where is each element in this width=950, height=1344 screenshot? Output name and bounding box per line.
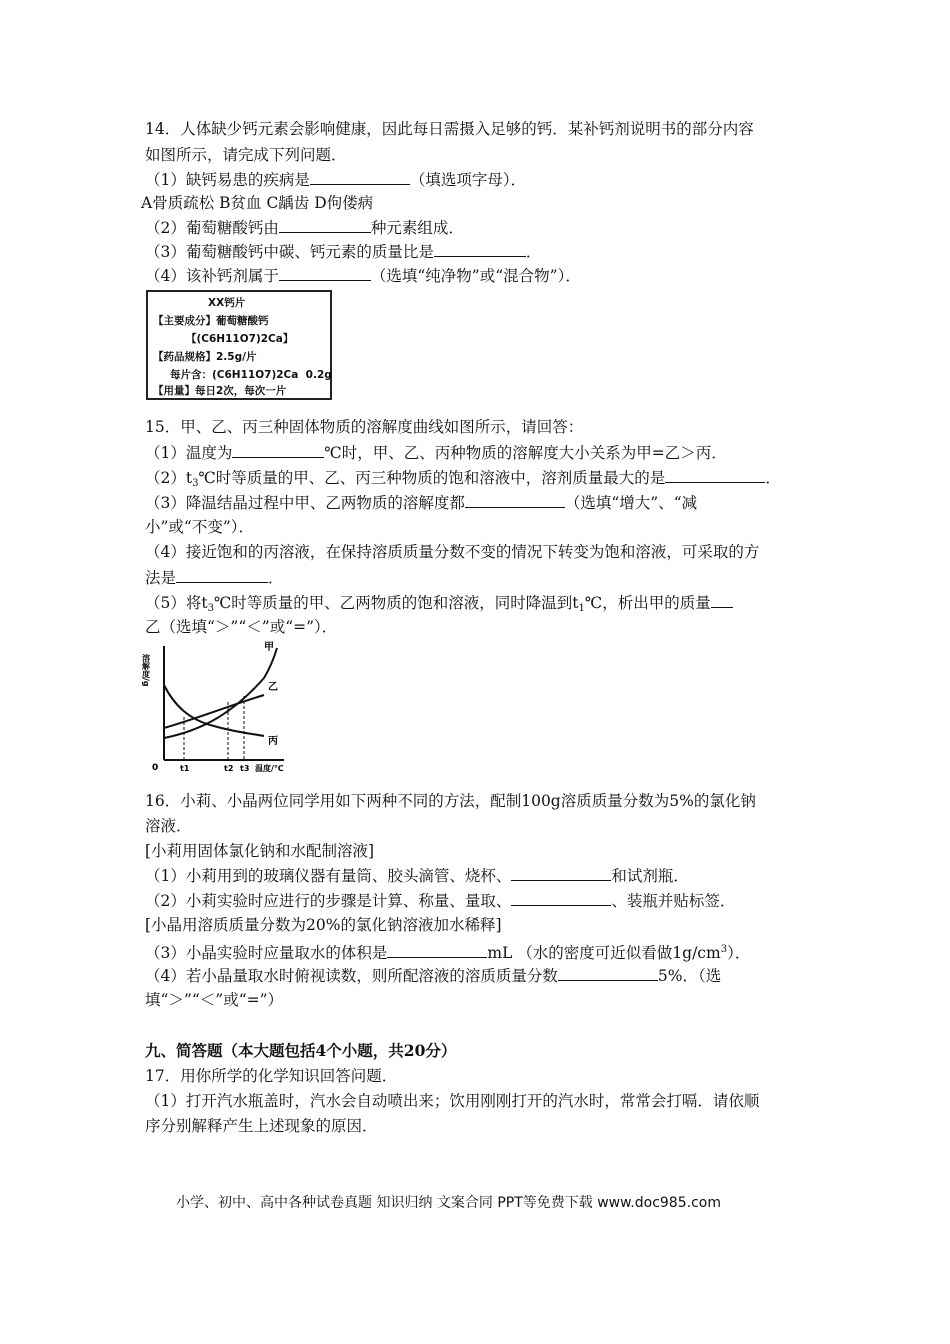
q15-part1-text-post: ℃时，甲、乙、丙种物质的溶解度大小关系为甲=乙＞丙． [324,444,727,462]
q16-part3-superscript: 3 [720,944,728,955]
q16-part3 [145,939,750,964]
label-ingredient: 【主要成分】葡萄糖酸钙 [153,315,269,327]
q16-part4 [145,964,721,987]
q16-part4-text: （4）若小晶量取水时俯视读数，则所配溶液的溶质质量分数 [145,967,558,985]
q14-part2 [145,216,464,239]
q16-part3-text: （3）小晶实验时应量取水的体积是 [145,944,388,962]
q15-part2-subscript: 3 [192,478,199,489]
label-formula: 【(C6H11O7)2Ca】 [186,333,294,345]
graph-origin: 0 [152,763,159,773]
q16-part4-text-post: 5%．（选 [657,967,722,985]
q15-part5-cont: 乙（选填“＞”“＜”或“=”）． [145,618,338,636]
q16-part4-cont: 填“＞”“＜”或“=”） [145,991,284,1009]
q14-part3-text: （3）葡萄糖酸钙中碳、钙元素的质量比是 [145,243,434,261]
q15-part4: （4）接近饱和的丙溶液，在保持溶质质量分数不变的情况下转变为饱和溶液，可采取的方 [145,543,760,561]
answer-blank[interactable] [465,491,565,508]
answer-blank[interactable] [387,941,487,958]
answer-blank[interactable] [279,216,371,233]
q15-part1 [145,441,727,464]
label-each [170,367,332,382]
q16-part1-text: （1）小莉用到的玻璃仪器有量筒、胶头滴管、烧杯、 [145,867,512,885]
q16-part3-text-post: ）． [727,944,751,962]
page-footer: 小学、初中、高中各种试卷真题 知识归纳 文案合同 PPT等免费下载 www.doc985.com [176,1195,721,1211]
q14-part3-text-post: ． [525,243,542,261]
q15-part2-text: （2）t [145,469,193,487]
product-label [146,290,332,400]
answer-blank[interactable] [511,864,611,881]
q16-title-cont: 溶液． [145,817,192,835]
q15-part3 [145,491,697,514]
curve-yi [164,695,264,728]
q15-part5-text-b: ℃时等质量的甲、乙两物质的饱和溶液，同时降温到t [213,594,579,612]
section9-title: 九、简答题（本大题包括4个小题，共20分） [145,1041,457,1060]
q14-part2-text-post: 种元素组成． [370,219,464,237]
q17-part1-cont: 序分别解释产生上述现象的原因． [145,1117,378,1135]
graph-xlabel: 温度/℃ [255,764,284,773]
q15-title: 15．甲、乙、丙三种固体物质的溶解度曲线如图所示，请回答： [145,418,584,436]
q15-part2-text-mid: ℃时等质量的甲、乙、丙三种物质的饱和溶液中，溶剂质量最大的是 [198,469,666,487]
label-each-text: 每片含：(C6H11O7)2Ca [170,369,299,381]
q15-part5-sub2: 1 [578,603,585,614]
q15-part4-cont [145,566,284,589]
q14-part4-text: （4）该补钙剂属于 [145,267,279,285]
graph-label-jia: 甲 [264,642,274,653]
q14-part3 [145,240,541,263]
label-spec: 【药品规格】2.5g/片 [153,351,257,363]
q14-part4 [145,264,581,287]
graph-t3: t3 [240,764,250,773]
label-name: XX钙片 [208,297,246,309]
q14-part2-text: （2）葡萄糖酸钙由 [145,219,279,237]
solubility-graph [141,640,294,775]
q16-part2-text-post: 、装瓶并贴标签． [611,892,736,910]
answer-blank[interactable] [558,964,658,981]
answer-blank[interactable] [665,466,765,483]
q15-part2-text-post: ． [765,469,781,487]
q16-part3-text-mid: mL （水的密度可近似看做1g/cm [487,944,721,962]
answer-blank[interactable] [279,264,371,281]
q14-part1-text: （1）缺钙易患的疾病是 [145,171,310,189]
answer-blank[interactable] [711,591,733,608]
graph-t2: t2 [224,764,234,773]
q14-title: 14．人体缺少钙元素会影响健康，因此每日需摄入足够的钙．某补钙剂说明书的部分内容 [145,120,754,138]
label-usage: 【用量】每日2次，每次一片 [153,385,287,397]
q16-part1 [145,864,689,887]
q15-part5-text-a: （5）将t [145,594,208,612]
q16-part2 [145,889,735,912]
q16-part2-text: （2）小莉实验时应进行的步骤是计算、称量、量取、 [145,892,512,910]
q15-part4-cont-text: 法是 [145,569,177,587]
q17-part1: （1）打开汽水瓶盖时，汽水会自动喷出来；饮用刚刚打开的汽水时，常常会打嗝．请依顺 [145,1092,760,1110]
answer-blank[interactable] [310,168,410,185]
q15-part3-cont: 小”或“不变”）． [145,518,255,536]
q16-part1-text-post: 和试剂瓶． [611,867,689,885]
graph-label-bing: 丙 [268,736,278,747]
q14-title-cont: 如图所示，请完成下列问题． [145,146,347,164]
q14-options: A骨质疏松 B贫血 C龋齿 D佝偻病 [141,194,374,212]
graph-label-yi: 乙 [268,682,278,693]
q14-part1-text-post: （填选项字母）． [409,171,527,189]
answer-blank[interactable] [232,441,324,458]
q15-part5-sub1: 3 [207,603,214,614]
answer-blank[interactable] [511,889,611,906]
graph-ylabel: 溶解度/g [141,654,151,687]
q14-part4-text-post: （选填“纯净物”或“混合物”）． [370,267,581,285]
answer-blank[interactable] [434,240,526,257]
q15-part1-text: （1）温度为 [145,444,233,462]
q17-title: 17．用你所学的化学知识回答问题． [145,1067,398,1085]
q15-part4-cont-post: ． [268,569,284,587]
q16-section1: [小莉用固体氯化钠和水配制溶液] [145,842,375,860]
q16-section2: [小晶用溶质质量分数为20%的氯化钠溶液加水稀释] [145,916,502,934]
q14-part1 [145,168,526,191]
q16-title: 16．小莉、小晶两位同学用如下两种不同的方法，配制100g溶质质量分数为5%的氯化钠 [145,792,756,810]
q15-part5-text-c: ℃，析出甲的质量 [584,594,711,612]
answer-blank[interactable] [176,566,268,583]
label-each-amount: 0.2g [305,369,332,381]
q15-part3-text-post: （选填“增大”、“减 [564,494,698,512]
graph-t1: t1 [180,764,190,773]
curve-jia [164,648,277,738]
q15-part3-text: （3）降温结晶过程中甲、乙两物质的溶解度都 [145,494,465,512]
